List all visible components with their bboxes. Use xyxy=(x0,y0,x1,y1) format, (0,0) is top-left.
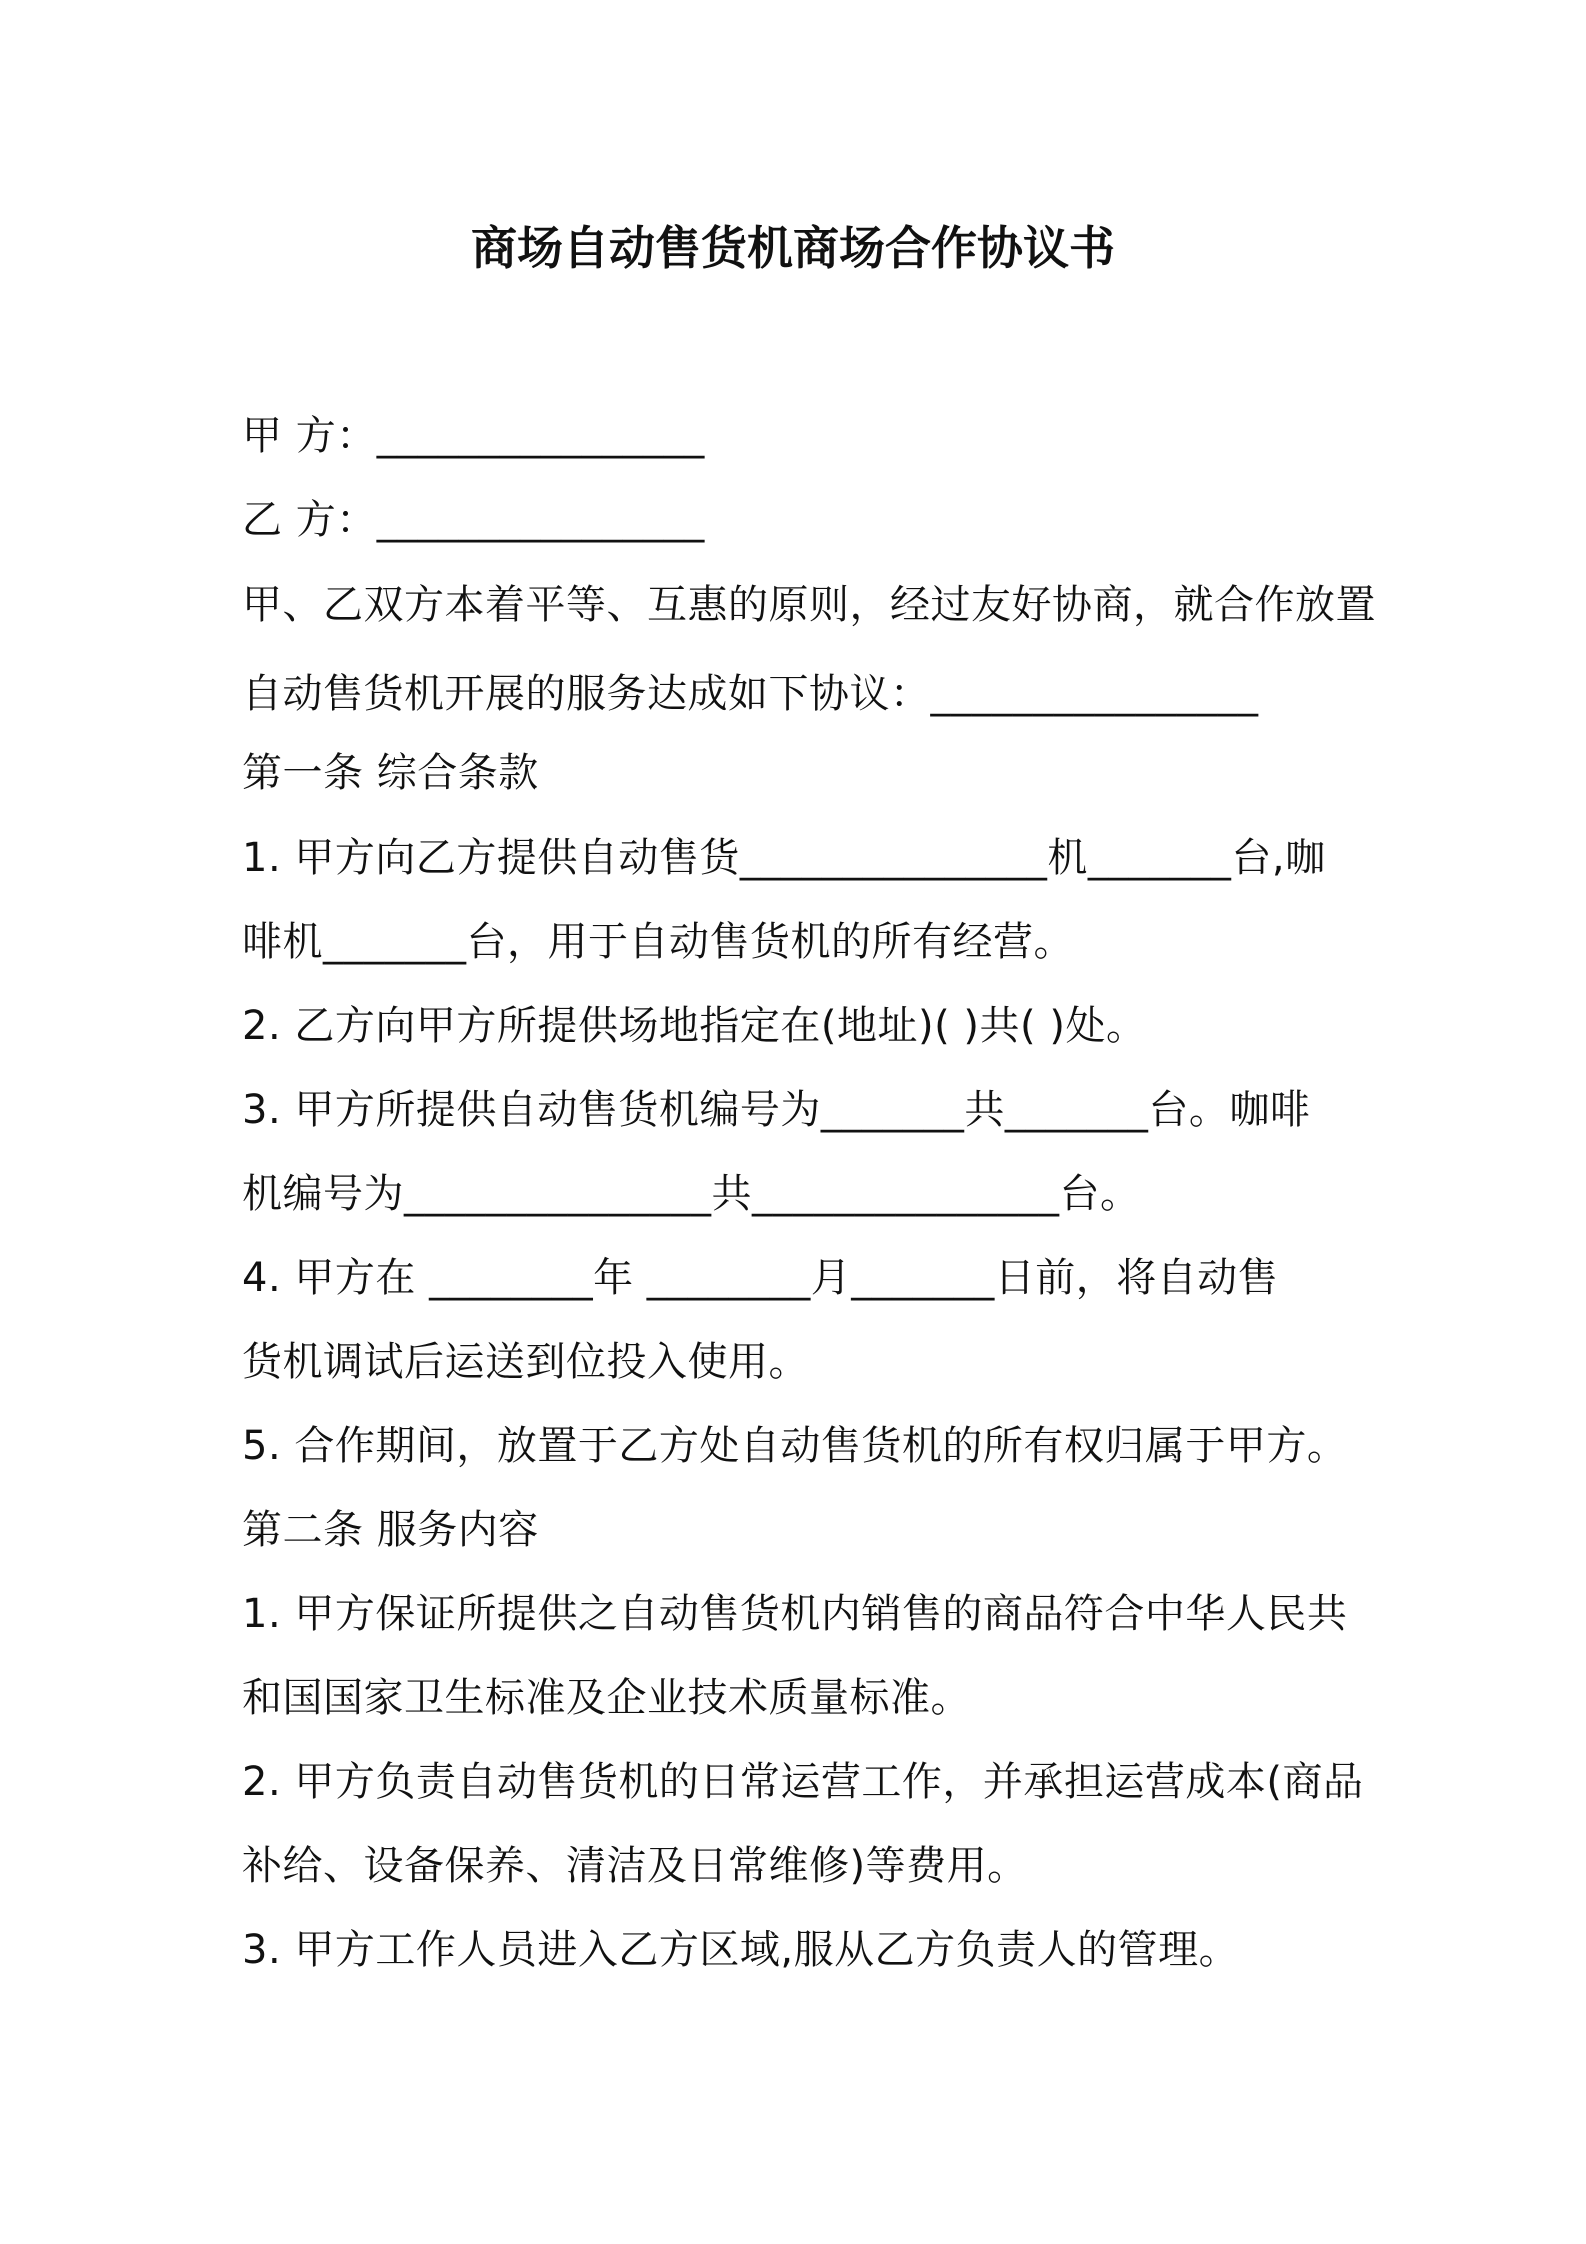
article-1-heading: 第一条 综合条款 xyxy=(242,750,539,796)
article-1-item-1-line-2: 啡机_______台，用于自动售货机的所有经营。 xyxy=(242,919,1074,965)
article-1-item-5: 5. 合作期间，放置于乙方处自动售货机的所有权归属于甲方。 xyxy=(242,1423,1348,1469)
article-2-item-2-line-2: 补给、设备保养、清洁及日常维修)等费用。 xyxy=(242,1843,1028,1889)
document-title: 商场自动售货机商场合作协议书 xyxy=(471,221,1115,275)
article-2-item-1-line-2: 和国国家卫生标准及企业技术质量标准。 xyxy=(242,1675,971,1721)
article-2-item-3: 3. 甲方工作人员进入乙方区域,服从乙方负责人的管理。 xyxy=(242,1927,1240,1973)
preamble-line-2: 自动售货机开展的服务达成如下协议：________________ xyxy=(242,671,1259,717)
article-1-item-4-line-2: 货机调试后运送到位投入使用。 xyxy=(242,1339,809,1385)
party-a-line: 甲 方：________________ xyxy=(242,413,705,459)
article-1-item-3-line-1: 3. 甲方所提供自动售货机编号为_______共_______台。咖啡 xyxy=(242,1087,1311,1133)
article-2-item-2-line-1: 2. 甲方负责自动售货机的日常运营工作，并承担运营成本(商品 xyxy=(242,1759,1364,1805)
party-b-line: 乙 方：________________ xyxy=(242,497,705,543)
preamble-line-1: 甲、乙双方本着平等、互惠的原则，经过友好协商，就合作放置 xyxy=(242,582,1376,628)
article-1-item-1-line-1: 1. 甲方向乙方提供自动售货_______________机_______台,咖 xyxy=(242,835,1326,881)
article-2-item-1-line-1: 1. 甲方保证所提供之自动售货机内销售的商品符合中华人民共 xyxy=(242,1591,1348,1637)
article-1-item-2: 2. 乙方向甲方所提供场地指定在(地址)( )共( )处。 xyxy=(242,1003,1147,1049)
article-2-heading: 第二条 服务内容 xyxy=(242,1507,539,1553)
article-1-item-4-line-1: 4. 甲方在 ________年 ________月_______日前，将自动售 xyxy=(242,1255,1279,1301)
article-1-item-3-line-2: 机编号为_______________共_______________台。 xyxy=(242,1171,1141,1217)
